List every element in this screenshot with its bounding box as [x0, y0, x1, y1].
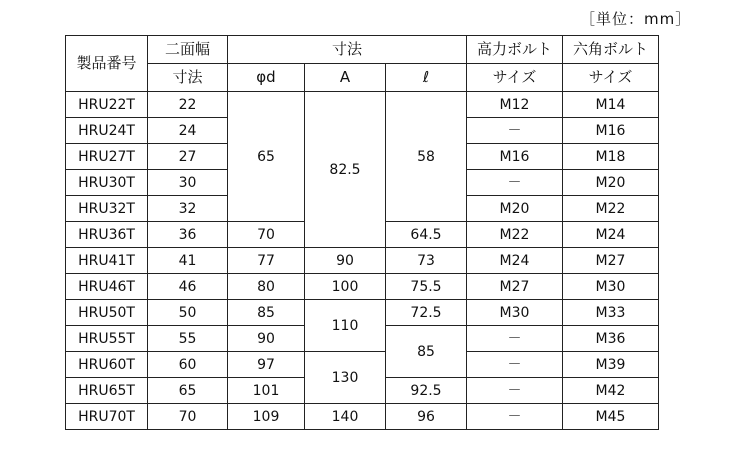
wf-cell: 70	[148, 404, 228, 430]
model-cell: HRU50T	[66, 300, 148, 326]
hex-bolt-cell: M14	[563, 92, 659, 118]
header-row-1	[66, 36, 659, 64]
header-hex-bolt-1: 六角ボルト	[563, 36, 659, 64]
table-row	[66, 300, 659, 326]
model-cell: HRU46T	[66, 274, 148, 300]
model-cell: HRU22T	[66, 92, 148, 118]
l-cell: 92.5	[386, 378, 467, 404]
wf-cell: 30	[148, 170, 228, 196]
model-cell: HRU27T	[66, 144, 148, 170]
hex-bolt-cell: M36	[563, 326, 659, 352]
phi-d-cell: 77	[228, 248, 305, 274]
wf-cell: 32	[148, 196, 228, 222]
hs-bolt-cell: M27	[467, 274, 563, 300]
wf-cell: 60	[148, 352, 228, 378]
hs-bolt-cell: －	[467, 352, 563, 378]
model-cell: HRU36T	[66, 222, 148, 248]
a-cell: 82.5	[305, 92, 386, 248]
header-l: ℓ	[386, 64, 467, 92]
model-cell: HRU24T	[66, 118, 148, 144]
phi-d-cell: 109	[228, 404, 305, 430]
header-hex-bolt-2: サイズ	[563, 64, 659, 92]
l-cell: 96	[386, 404, 467, 430]
phi-d-cell: 90	[228, 326, 305, 352]
hs-bolt-cell: －	[467, 118, 563, 144]
wf-cell: 24	[148, 118, 228, 144]
header-hs-bolt-1: 高力ボルト	[467, 36, 563, 64]
phi-d-cell: 101	[228, 378, 305, 404]
table-row	[66, 274, 659, 300]
l-cell: 58	[386, 92, 467, 222]
wf-cell: 65	[148, 378, 228, 404]
wf-cell: 41	[148, 248, 228, 274]
header-a: A	[305, 64, 386, 92]
hex-bolt-cell: M27	[563, 248, 659, 274]
hs-bolt-cell: M20	[467, 196, 563, 222]
hex-bolt-cell: M33	[563, 300, 659, 326]
hs-bolt-cell: －	[467, 404, 563, 430]
hs-bolt-cell: －	[467, 326, 563, 352]
a-cell: 100	[305, 274, 386, 300]
model-cell: HRU41T	[66, 248, 148, 274]
model-cell: HRU65T	[66, 378, 148, 404]
model-cell: HRU60T	[66, 352, 148, 378]
header-hs-bolt-2: サイズ	[467, 64, 563, 92]
header-phi-d: φd	[228, 64, 305, 92]
phi-d-cell: 97	[228, 352, 305, 378]
l-cell: 64.5	[386, 222, 467, 248]
wf-cell: 36	[148, 222, 228, 248]
spec-table	[65, 35, 659, 430]
l-cell: 75.5	[386, 274, 467, 300]
l-cell: 85	[386, 326, 467, 378]
l-cell: 72.5	[386, 300, 467, 326]
unit-label: ［単位：mm］	[580, 10, 692, 28]
model-cell: HRU70T	[66, 404, 148, 430]
wf-cell: 22	[148, 92, 228, 118]
a-cell: 90	[305, 248, 386, 274]
hex-bolt-cell: M39	[563, 352, 659, 378]
table-row	[66, 404, 659, 430]
hex-bolt-cell: M30	[563, 274, 659, 300]
wf-cell: 27	[148, 144, 228, 170]
hs-bolt-cell: M22	[467, 222, 563, 248]
hex-bolt-cell: M18	[563, 144, 659, 170]
wf-cell: 50	[148, 300, 228, 326]
hex-bolt-cell: M42	[563, 378, 659, 404]
header-row-2	[66, 64, 659, 92]
model-cell: HRU30T	[66, 170, 148, 196]
hs-bolt-cell: M24	[467, 248, 563, 274]
wf-cell: 55	[148, 326, 228, 352]
phi-d-cell: 80	[228, 274, 305, 300]
hs-bolt-cell: M30	[467, 300, 563, 326]
header-product-no: 製品番号	[66, 36, 148, 92]
model-cell: HRU32T	[66, 196, 148, 222]
a-cell: 140	[305, 404, 386, 430]
header-dimensions: 寸法	[228, 36, 467, 64]
table-row	[66, 352, 659, 378]
table-row	[66, 92, 659, 118]
wf-cell: 46	[148, 274, 228, 300]
table-row	[66, 248, 659, 274]
header-width-across-flats-1: 二面幅	[148, 36, 228, 64]
hex-bolt-cell: M22	[563, 196, 659, 222]
a-cell: 110	[305, 300, 386, 352]
hs-bolt-cell: －	[467, 378, 563, 404]
a-cell: 130	[305, 352, 386, 404]
phi-d-cell: 85	[228, 300, 305, 326]
phi-d-cell: 70	[228, 222, 305, 248]
phi-d-cell: 65	[228, 92, 305, 222]
model-cell: HRU55T	[66, 326, 148, 352]
hs-bolt-cell: M16	[467, 144, 563, 170]
hs-bolt-cell: M12	[467, 92, 563, 118]
hex-bolt-cell: M45	[563, 404, 659, 430]
hs-bolt-cell: －	[467, 170, 563, 196]
l-cell: 73	[386, 248, 467, 274]
header-width-across-flats-2: 寸法	[148, 64, 228, 92]
hex-bolt-cell: M16	[563, 118, 659, 144]
hex-bolt-cell: M24	[563, 222, 659, 248]
hex-bolt-cell: M20	[563, 170, 659, 196]
